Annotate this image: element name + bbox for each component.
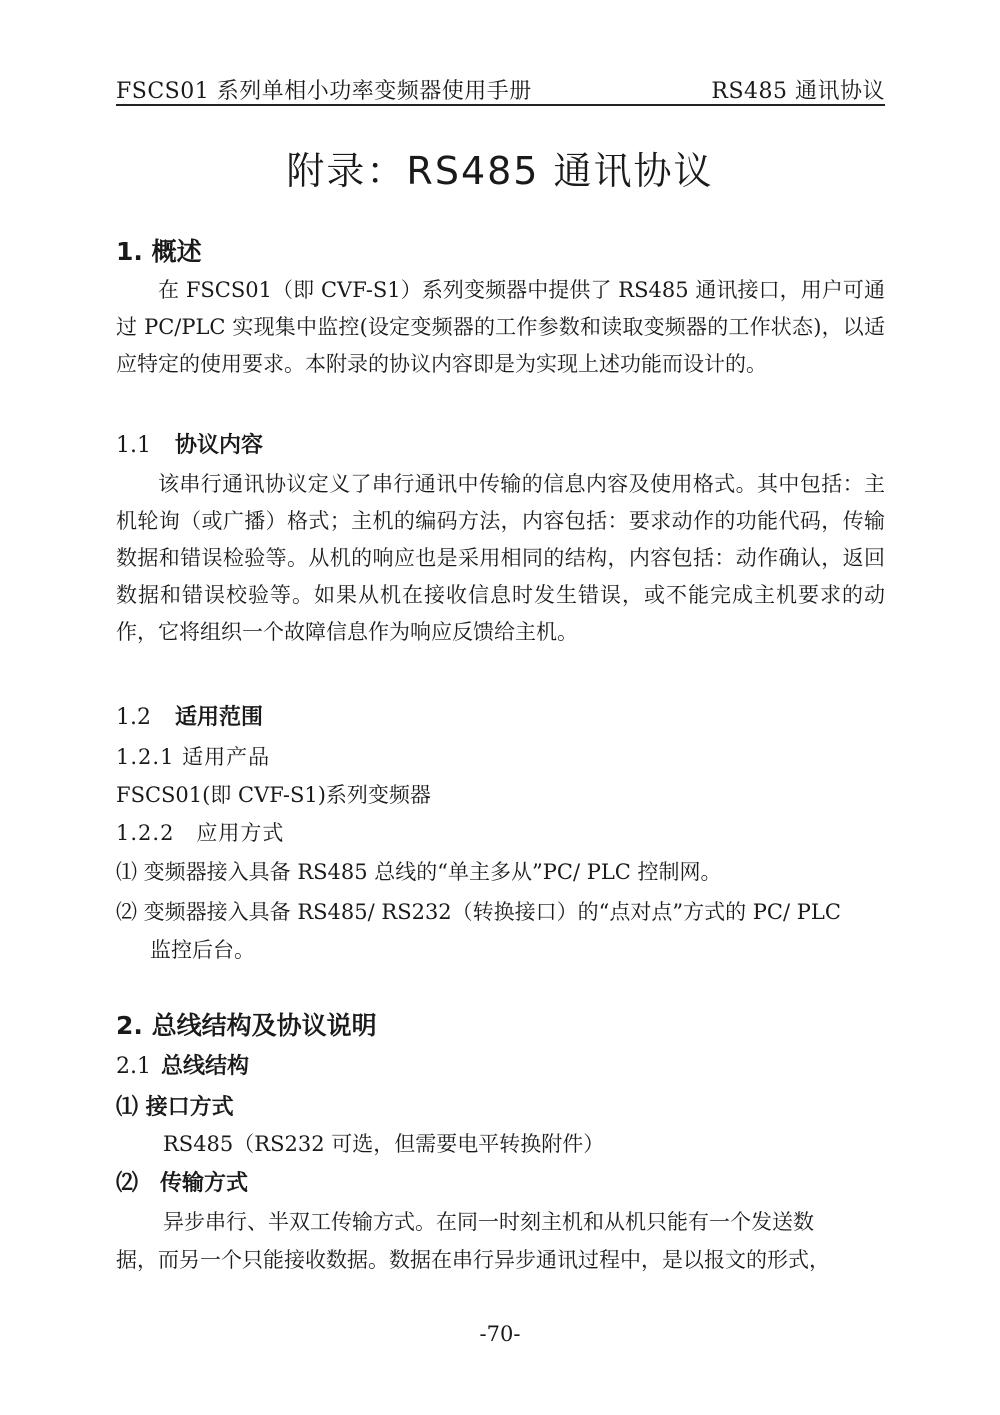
header-chapter-title: RS485 通讯协议: [711, 79, 885, 104]
application-item-1: ⑴ 变频器接入具备 RS485 总线的“单主多从”PC/ PLC 控制网。: [116, 860, 722, 884]
section-1-2-heading: [116, 700, 885, 731]
transmission-mode-heading: ⑵ 传输方式: [116, 1171, 249, 1196]
section-1-2-1-heading: 1.2.1 适用产品: [116, 745, 271, 769]
interface-mode-text: RS485（RS232 可选，但需要电平转换附件）: [163, 1132, 605, 1156]
section-number: 1.2: [116, 705, 151, 730]
transmission-mode-line-1: 异步串行、半双工传输方式。在同一时刻主机和从机只能有一个发送数: [163, 1210, 814, 1234]
page-title: 附录：RS485 通讯协议: [286, 149, 714, 193]
section-1-2-2-heading: 1.2.2 应用方式: [116, 821, 285, 845]
interface-mode-heading: ⑴ 接口方式: [116, 1095, 234, 1120]
protocol-content-paragraph: 该串行通讯协议定义了串行通讯中传输的信息内容及使用格式。其中包括：主机轮询（或广播）格式；主机的编码方法，内容包括：要求动作的功能代码，传输数据和错误检验等。从机的响应也是采用相同的结构，内容包括：动作确认，返回数据和错误校验等。如果从机在接收信息时发生错误，或不能完成主机要求的动作，它将组织一个故障信息作为响应反馈给主机。: [116, 472, 885, 644]
header-manual-title: FSCS01 系列单相小功率变频器使用手册: [116, 79, 532, 104]
section-1-heading: 1. 概述: [116, 237, 202, 266]
section-1-intro-paragraph: 在 FSCS01（即 CVF-S1）系列变频器中提供了 RS485 通讯接口，用户可通过 PC/PLC 实现集中监控(设定变频器的工作参数和读取变频器的工作状态)，以适应特定的使用要求。本附录的协议内容即是为实现上述功能而设计的。: [116, 278, 885, 376]
section-number: 2.1: [116, 1054, 151, 1079]
application-item-2-line-2: 监控后台。: [150, 938, 255, 962]
section-number: 1.1: [116, 433, 151, 458]
section-title: 适用范围: [175, 705, 264, 730]
application-item-2-line-1: ⑵ 变频器接入具备 RS485/ RS232（转换接口）的“点对点”方式的 PC/ PLC: [116, 900, 841, 924]
section-title: 协议内容: [175, 433, 264, 458]
header-divider: [116, 104, 885, 106]
section-title: 总线结构: [161, 1054, 250, 1079]
section-2-heading: 2. 总线结构及协议说明: [116, 1011, 377, 1040]
section-1-1-heading: [116, 428, 885, 459]
section-2-1-heading: [116, 1049, 885, 1080]
transmission-mode-line-2: 据，而另一个只能接收数据。数据在串行异步通讯过程中，是以报文的形式，: [116, 1248, 830, 1272]
applicable-products-text: FSCS01(即 CVF-S1)系列变频器: [116, 783, 431, 807]
page-number: -70-: [479, 1322, 521, 1346]
